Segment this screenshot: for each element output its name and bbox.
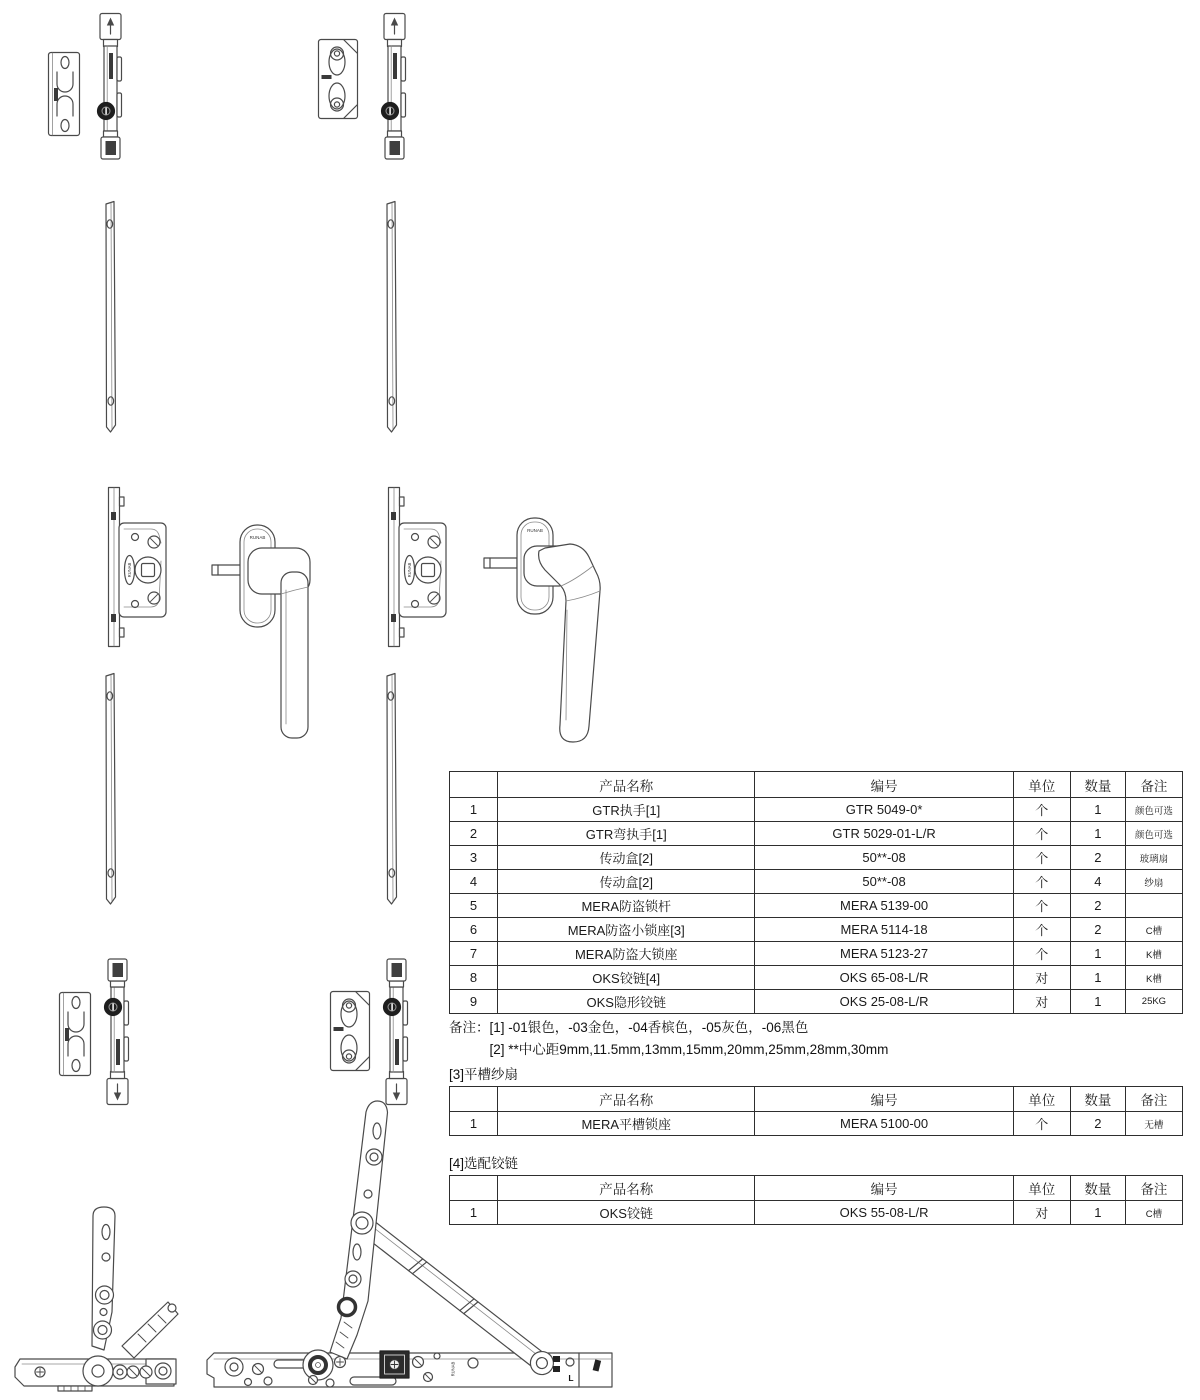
col-qty: 数量 bbox=[1070, 772, 1125, 798]
notes-label: 备注： bbox=[449, 1020, 490, 1035]
espagnolette-lock-bar-drawing bbox=[384, 959, 408, 1105]
table-row: 3 传动盒[2] 50**-08 个 2 玻璃扇 bbox=[450, 846, 1183, 870]
lock-rod-drawing bbox=[387, 202, 397, 433]
col-code: 编号 bbox=[755, 772, 1013, 798]
technical-drawings: RUNAB RUNAB RUNAB RUNAB L bbox=[0, 0, 1200, 1400]
notes bbox=[449, 1017, 888, 1061]
lock-rod-drawing bbox=[106, 202, 116, 433]
col-unit: 单位 bbox=[1013, 772, 1070, 798]
note-line-1: [1] -01银色，-03金色，-04香槟色，-05灰色，-06黑色 bbox=[489, 1020, 809, 1035]
espagnolette-lock-bar-drawing bbox=[105, 959, 129, 1105]
bom-table-screen-sash bbox=[449, 1086, 1183, 1136]
lock-keeper-plate-drawing bbox=[331, 992, 370, 1071]
bom-table-optional-hinge bbox=[449, 1175, 1183, 1225]
window-handle-straight-drawing bbox=[212, 525, 310, 738]
table-row: 1 MERA平槽锁座 MERA 5100-00 个 2 无槽 bbox=[450, 1112, 1183, 1136]
lock-keeper-plate-drawing bbox=[49, 53, 80, 136]
hinge-extended-drawing bbox=[207, 1101, 612, 1387]
col-no bbox=[450, 772, 498, 798]
table-row: 9 OKS隐形铰链 OKS 25-08-L/R 对 1 25KG bbox=[450, 990, 1183, 1014]
table-row: 2 GTR弯执手[1] GTR 5029-01-L/R 个 1 颜色可选 bbox=[450, 822, 1183, 846]
table-row: 1 GTR执手[1] GTR 5049-0* 个 1 颜色可选 bbox=[450, 798, 1183, 822]
lock-keeper-plate-drawing bbox=[60, 993, 91, 1076]
section-heading-optional-hinge: [4]选配铰链 bbox=[449, 1156, 519, 1171]
lock-keeper-plate-drawing bbox=[319, 40, 358, 119]
brand-logo-text: RUNAB bbox=[527, 528, 543, 533]
lock-rod-drawing bbox=[387, 674, 397, 905]
table-header-row: 产品名称 编号 单位 数量 备注 bbox=[450, 1087, 1183, 1112]
table-row: 8 OKS铰链[4] OKS 65-08-L/R 对 1 K槽 bbox=[450, 966, 1183, 990]
bom-table-main bbox=[449, 771, 1183, 1014]
table-row: 1 OKS铰链 OKS 55-08-L/R 对 1 C槽 bbox=[450, 1201, 1183, 1225]
note-line-2: [2] **中心距9mm,11.5mm,13mm,15mm,20mm,25mm,28mm,30mm bbox=[489, 1042, 889, 1057]
table-header-row bbox=[450, 772, 1183, 798]
table-row: 4 传动盒[2] 50**-08 个 4 纱扇 bbox=[450, 870, 1183, 894]
table-header-row: 产品名称 编号 单位 数量 备注 bbox=[450, 1176, 1183, 1201]
table-row: 6 MERA防盗小锁座[3] MERA 5114-18 个 2 C槽 bbox=[450, 918, 1183, 942]
lock-rod-drawing bbox=[106, 674, 116, 905]
hinge-side-label: L bbox=[568, 1373, 574, 1383]
table-row: 5 MERA防盗锁杆 MERA 5139-00 个 2 bbox=[450, 894, 1183, 918]
gearbox-drawing bbox=[109, 488, 167, 647]
table-row: 7 MERA防盗大锁座 MERA 5123-27 个 1 K槽 bbox=[450, 942, 1183, 966]
section-heading-screen-sash: [3]平槽纱扇 bbox=[449, 1067, 519, 1082]
col-product-name: 产品名称 bbox=[498, 772, 755, 798]
col-remark: 备注 bbox=[1125, 772, 1182, 798]
brand-logo-text: RUNAB bbox=[249, 535, 266, 540]
window-handle-bent-drawing bbox=[484, 518, 600, 742]
espagnolette-lock-bar-drawing bbox=[98, 14, 122, 160]
espagnolette-lock-bar-drawing bbox=[382, 14, 406, 160]
brand-logo-text: RUNAB bbox=[450, 1361, 456, 1377]
gearbox-drawing bbox=[389, 488, 447, 647]
hinge-folded-drawing bbox=[15, 1207, 178, 1391]
